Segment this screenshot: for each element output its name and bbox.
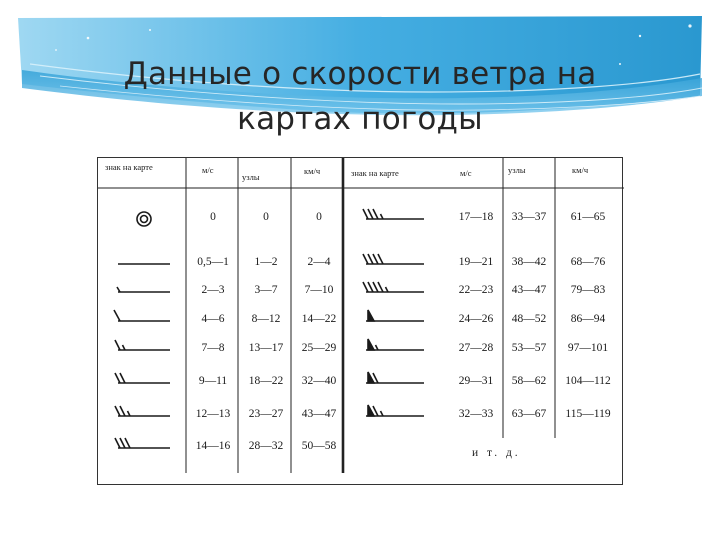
wind-1-5-barbs-icon bbox=[115, 340, 170, 350]
header-ms-left: м/с bbox=[202, 165, 214, 175]
cell-ms: 9—11 bbox=[198, 375, 228, 387]
header-sign-right: знак на карте bbox=[351, 168, 399, 178]
cell-kmh: 79—83 bbox=[570, 284, 606, 296]
cell-knots: 53—57 bbox=[511, 342, 547, 354]
cell-ms: 0 bbox=[210, 211, 216, 223]
cell-knots: 63—67 bbox=[511, 408, 547, 420]
slide-title-line-1: Данные о скорости ветра на bbox=[123, 56, 597, 92]
header-kmh-right: км/ч bbox=[572, 165, 589, 175]
cell-ms: 17—18 bbox=[458, 211, 494, 223]
cell-knots: 33—37 bbox=[511, 211, 547, 223]
cell-knots: 1—2 bbox=[254, 256, 278, 268]
cell-ms: 7—8 bbox=[201, 342, 225, 354]
slide-title-line-2: картах погоды bbox=[237, 101, 483, 137]
cell-kmh: 2—4 bbox=[307, 256, 331, 268]
cell-knots: 38—42 bbox=[511, 256, 547, 268]
header-knots-right: узлы bbox=[508, 165, 526, 175]
cell-knots: 3—7 bbox=[254, 284, 278, 296]
calm-circle-icon bbox=[137, 212, 151, 226]
cell-knots: 0 bbox=[263, 211, 269, 223]
cell-kmh: 7—10 bbox=[304, 284, 334, 296]
cell-kmh: 50—58 bbox=[301, 440, 337, 452]
cell-knots: 13—17 bbox=[248, 342, 284, 354]
cell-knots: 23—27 bbox=[248, 408, 284, 420]
header-ms-right: м/с bbox=[460, 168, 472, 178]
header-kmh-left: км/ч bbox=[304, 166, 321, 176]
cell-ms: 19—21 bbox=[458, 256, 494, 268]
etc-note: и т. д. bbox=[472, 447, 521, 459]
cell-kmh: 115—119 bbox=[565, 408, 611, 420]
cell-kmh: 86—94 bbox=[570, 313, 606, 325]
wind-3-barbs-icon bbox=[115, 438, 170, 448]
cell-kmh: 32—40 bbox=[301, 375, 337, 387]
cell-ms: 32—33 bbox=[458, 408, 494, 420]
wind-pennant-half-barb-icon bbox=[366, 339, 424, 350]
wind-short-barb-icon bbox=[117, 287, 170, 292]
slide-title bbox=[60, 52, 660, 142]
cell-kmh: 104—112 bbox=[565, 375, 611, 387]
cell-knots: 43—47 bbox=[511, 284, 547, 296]
cell-ms: 27—28 bbox=[458, 342, 494, 354]
header-sign-left: знак на карте bbox=[105, 162, 153, 172]
wind-3-5-barbs-icon bbox=[363, 209, 424, 219]
wind-pennant-icon bbox=[366, 310, 424, 321]
cell-ms: 4—6 bbox=[201, 313, 225, 325]
header-knots-left: узлы bbox=[242, 172, 260, 182]
cell-kmh: 0 bbox=[316, 211, 322, 223]
cell-knots: 48—52 bbox=[511, 313, 547, 325]
wind-4-5-barbs-icon bbox=[363, 282, 424, 292]
cell-kmh: 97—101 bbox=[567, 342, 609, 354]
cell-ms: 0,5—1 bbox=[197, 256, 229, 268]
wind-pennant-barb-icon bbox=[366, 372, 424, 383]
cell-knots: 28—32 bbox=[248, 440, 284, 452]
cell-kmh: 25—29 bbox=[301, 342, 337, 354]
cell-ms: 22—23 bbox=[458, 284, 494, 296]
wind-speed-table bbox=[97, 157, 623, 485]
cell-knots: 8—12 bbox=[251, 313, 281, 325]
cell-knots: 18—22 bbox=[248, 375, 284, 387]
cell-ms: 12—13 bbox=[195, 408, 231, 420]
cell-kmh: 14—22 bbox=[301, 313, 337, 325]
wind-2-barbs-icon bbox=[115, 373, 170, 383]
cell-kmh: 43—47 bbox=[301, 408, 337, 420]
cell-ms: 29—31 bbox=[458, 375, 494, 387]
wind-long-barb-icon bbox=[114, 310, 170, 321]
cell-kmh: 68—76 bbox=[570, 256, 606, 268]
wind-pennant-1-5-barbs-icon bbox=[366, 405, 424, 416]
wind-2-5-barbs-icon bbox=[115, 406, 170, 416]
cell-ms: 2—3 bbox=[201, 284, 225, 296]
cell-ms: 24—26 bbox=[458, 313, 494, 325]
cell-knots: 58—62 bbox=[511, 375, 547, 387]
cell-kmh: 61—65 bbox=[570, 211, 606, 223]
cell-ms: 14—16 bbox=[195, 440, 231, 452]
wind-4-barbs-icon bbox=[363, 254, 424, 264]
